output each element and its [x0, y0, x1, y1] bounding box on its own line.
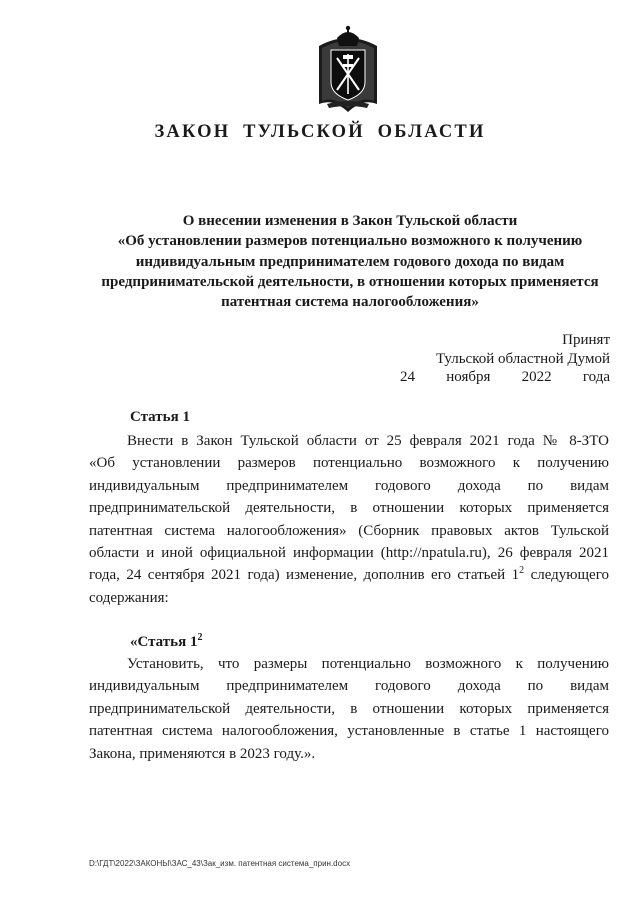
adoption-month: ноября [446, 369, 491, 385]
adoption-year-word: года [582, 369, 610, 385]
subject-line: предпринимательской деятельности, в отношении которых применяется [101, 273, 599, 290]
superscript: 2 [197, 632, 203, 643]
adoption-day: 24 [400, 369, 415, 385]
subject-line: индивидуальным предпринимателем годового дохода по видам [135, 253, 565, 270]
paragraph-line: Закона, применяются в 2023 году.». [89, 745, 316, 762]
paragraph-line-with-sup [89, 564, 609, 586]
paragraph-text: года, 24 сентября 2021 года) изменение, дополнив его статьей 1 [89, 567, 520, 584]
paragraph-line: индивидуальным предпринимателем годового дохода по видам [89, 678, 609, 695]
paragraph-text: следующего [524, 567, 609, 584]
paragraph-line: предпринимательской деятельности, в отношении которых применяется [89, 500, 609, 517]
subject-line: «Об установлении размеров потенциально возможного к получению [117, 233, 583, 250]
paragraph-line: патентная система налогообложения» (Сборник правовых актов Тульской [89, 522, 609, 539]
heading-text: «Статья 1 [130, 634, 198, 650]
article-1-heading: Статья 1 [130, 409, 190, 425]
adoption-date [400, 368, 610, 387]
article-1-2-body [89, 653, 609, 765]
paragraph-line: индивидуальным предпринимателем годового дохода по видам [89, 477, 609, 494]
article-1-2-heading [130, 632, 202, 651]
paragraph-line: Установить, что размеры потенциально возможного к получению [127, 656, 609, 672]
adoption-year: 2022 [521, 369, 552, 385]
paragraph-line: патентная система налогообложения, установленные в статье 1 настоящего [89, 723, 609, 740]
adopted-by: Тульской областной Думой [435, 350, 610, 367]
adoption-block [400, 331, 610, 387]
paragraph-line: области и иной официальной информации (http://npatula.ru), 26 февраля 2021 [89, 545, 609, 562]
adopted-label: Принят [562, 332, 610, 348]
paragraph-line: Внести в Закон Тульской области от 25 февраля 2021 года № 8-ЗТО [127, 433, 609, 449]
paragraph-line: предпринимательской деятельности, в отношении которых применяется [89, 700, 609, 717]
law-title: ЗАКОН ТУЛЬСКОЙ ОБЛАСТИ [154, 122, 486, 142]
paragraph-line: «Об установлении размеров потенциально возможного к получению [89, 455, 609, 472]
paragraph-line: содержания: [89, 589, 169, 606]
tula-coat-of-arms-icon [313, 24, 383, 114]
article-1-body [89, 430, 609, 609]
subject-line: О внесении изменения в Закон Тульской области [182, 213, 518, 229]
subject-line: патентная система налогообложения» [221, 294, 479, 311]
law-subject [80, 211, 620, 312]
superscript: 2 [519, 565, 525, 577]
file-path-footer: D:\ГДТ\2022\ЗАКОНЫ\ЗАС_43\Зак_изм. патентная система_прин.docx [89, 859, 351, 868]
